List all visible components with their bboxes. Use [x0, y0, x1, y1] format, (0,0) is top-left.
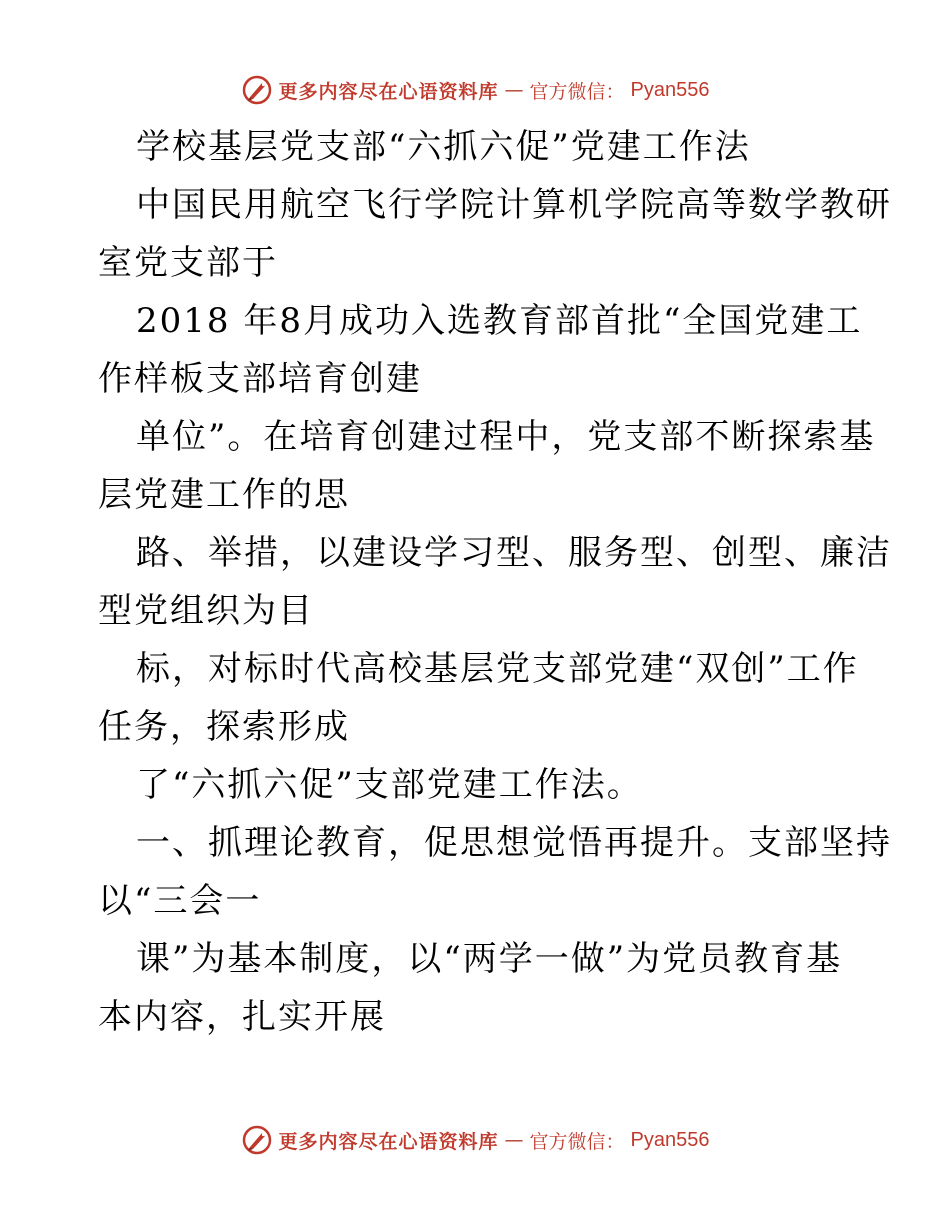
text-line: 层党建工作的思 [98, 475, 350, 515]
text-line: 课”为基本制度，以“两学一做”为党员教育基 [136, 939, 843, 979]
text-line: 以“三会一 [98, 881, 262, 921]
text-line: 标，对标时代高校基层党支部党建“双创”工作 [136, 649, 859, 689]
text-line: 中国民用航空飞行学院计算机学院高等数学教研 [136, 185, 892, 225]
text-line: 型党组织为目 [98, 591, 314, 631]
watermark-wechat-id: Pyan556 [630, 78, 710, 101]
text-line: 室党支部于 [98, 243, 278, 283]
watermark-brand: 更多内容尽在心语资料库 [278, 80, 499, 103]
text-line: 本内容，扎实开展 [98, 997, 386, 1037]
pen-logo-icon [241, 74, 273, 106]
watermark-wechat-label: 官方微信： [529, 80, 625, 103]
watermark-brand: 更多内容尽在心语资料库 [278, 1130, 499, 1153]
document-body [98, 118, 892, 1046]
text-line: 了“六抓六促”支部党建工作法。 [136, 765, 643, 805]
text-line: 2018 年8月成功入选教育部首批“全国党建工 [136, 301, 863, 341]
watermark-dash: — [504, 1129, 524, 1151]
watermark-dash: — [504, 79, 524, 101]
document-title: 学校基层党支部“六抓六促”党建工作法 [136, 127, 751, 167]
text-line: 路、举措，以建设学习型、服务型、创型、廉洁 [136, 533, 892, 573]
watermark-footer [0, 1120, 950, 1160]
text-line: 一、抓理论教育，促思想觉悟再提升。支部坚持 [136, 823, 892, 863]
text-line: 单位”。在培育创建过程中，党支部不断探索基 [136, 417, 876, 457]
watermark-wechat-label: 官方微信： [529, 1130, 625, 1153]
watermark-header [0, 70, 950, 110]
text-line: 作样板支部培育创建 [98, 359, 422, 399]
text-line: 任务，探索形成 [98, 707, 350, 747]
pen-logo-icon [241, 1124, 273, 1156]
watermark-wechat-id: Pyan556 [630, 1128, 710, 1151]
